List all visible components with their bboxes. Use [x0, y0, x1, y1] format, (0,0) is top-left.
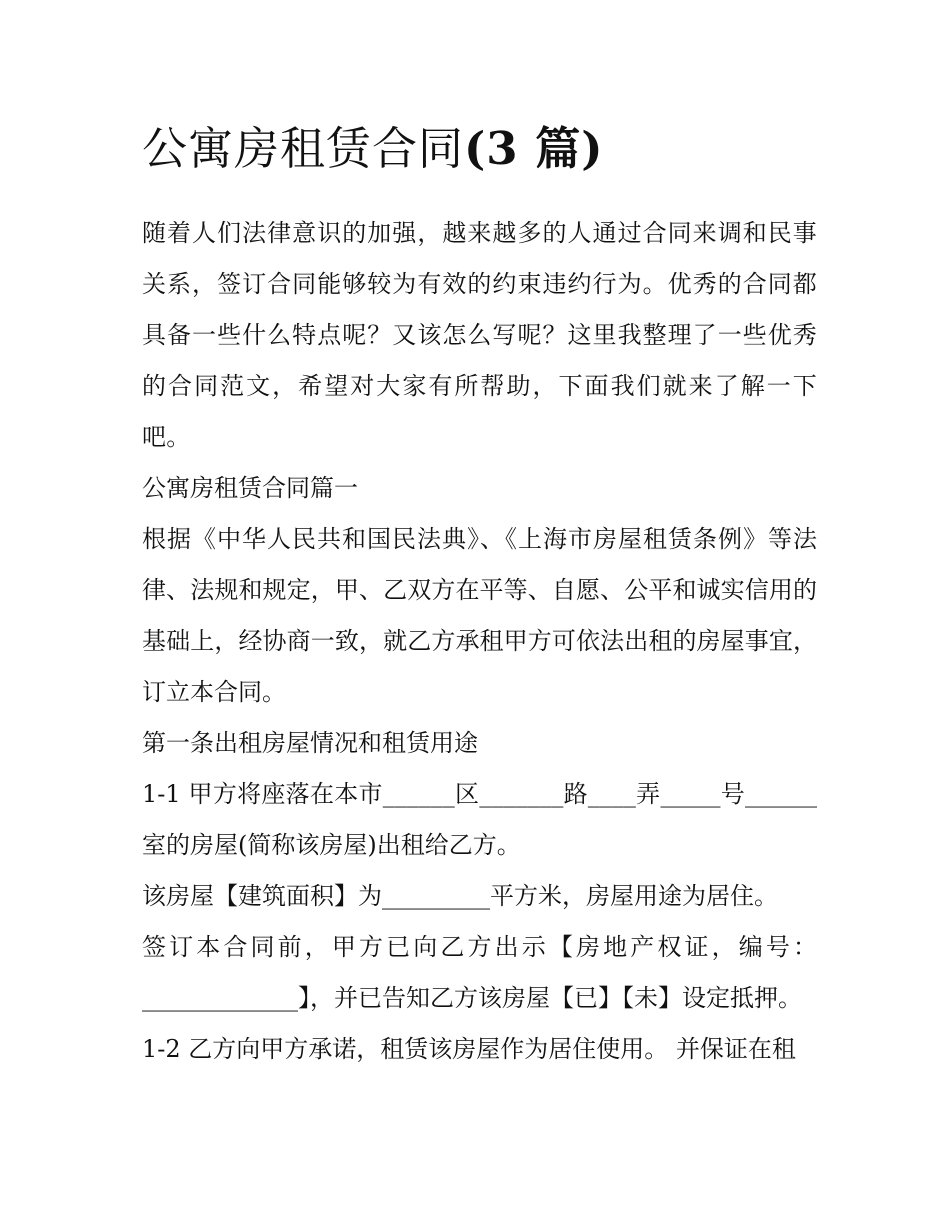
- section-heading: 公寓房租赁合同篇一: [142, 474, 358, 502]
- intro-paragraph: 随着人们法律意识的加强，越来越多的人通过合同来调和民事关系，签订合同能够较为有效的约束违约行为。优秀的合同都具备一些什么特点呢？又该怎么写呢？这里我整理了一些优秀的合同范文，希望对大家有所帮助，下面我们就来了解一下吧。: [142, 219, 817, 451]
- area-paragraph: 该房屋【建筑面积】为_________平方米，房屋用途为居住。: [142, 882, 778, 910]
- document-body: [142, 118, 817, 1075]
- clause-1-1-paragraph: 1-1 甲方将座落在本市______区_______路____弄_____号______室的房屋(简称该房屋)出租给乙方。: [142, 780, 817, 859]
- certificate-paragraph: 签订本合同前，甲方已向乙方出示【房地产权证，编号：_____________】，并已告知乙方该房屋【已】【未】设定抵押。: [142, 933, 817, 1012]
- title-main: 公寓房租赁合同: [142, 122, 465, 175]
- article-heading: 第一条出租房屋情况和租赁用途: [142, 729, 478, 757]
- title-suffix: (3 篇): [464, 122, 604, 175]
- contract-preamble: 根据《中华人民共和国民法典》、《上海市房屋租赁条例》等法律、法规和规定，甲、乙双方在平等、自愿、公平和诚实信用的基础上，经协商一致，就乙方承租甲方可依法出租的房屋事宜，订立本合同。: [142, 525, 817, 706]
- clause-1-2-paragraph: 1-2 乙方向甲方承诺，租赁该房屋作为居住使用。 并保证在租: [142, 1035, 796, 1063]
- document-title: [142, 118, 817, 180]
